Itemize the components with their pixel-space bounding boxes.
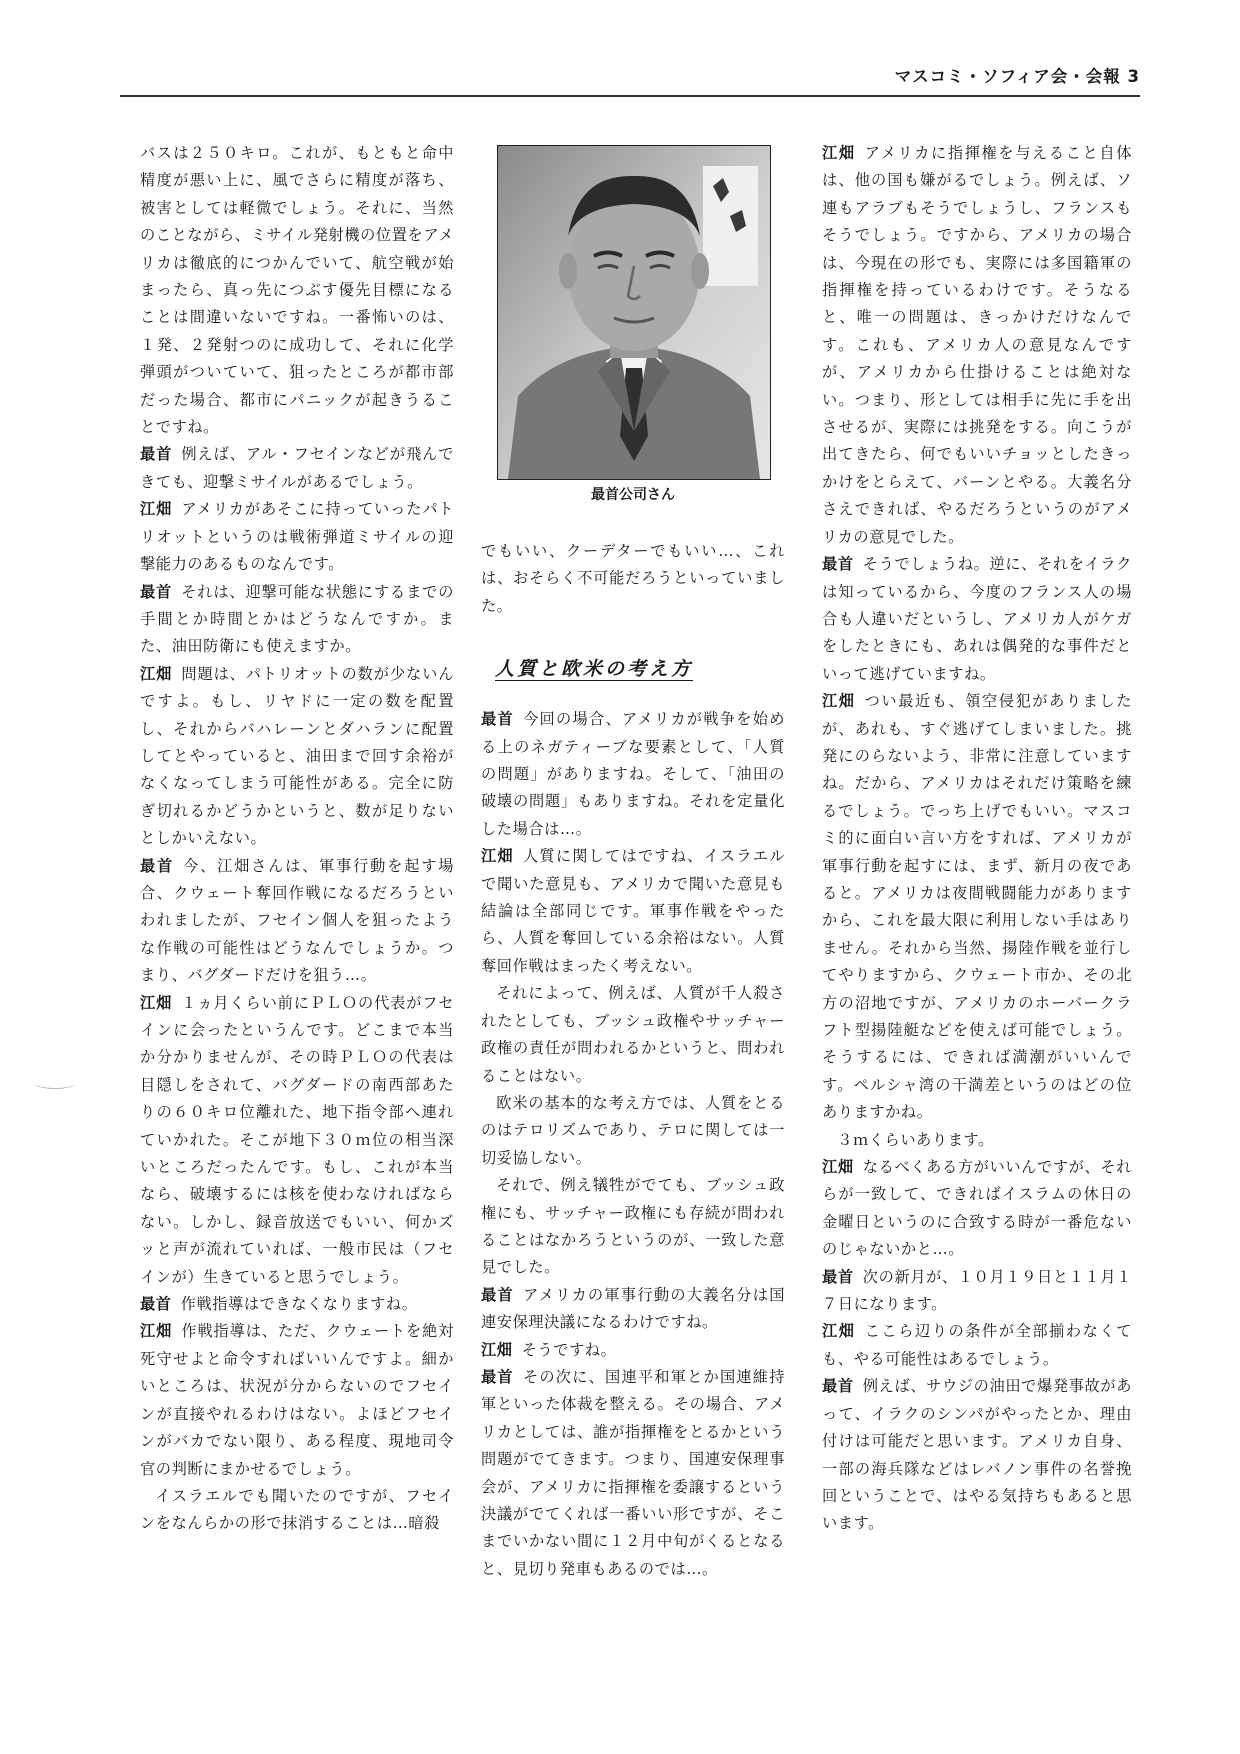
paragraph: でもいい、クーデターでもいい…、これは、おそらく不可能だろうといっていました。 — [481, 542, 785, 615]
paragraph: 江畑 １ヵ月くらい前にＰＬＯの代表がフセインに会ったというんです。どこまで本当か分かりませんが、その時ＰＬＯの代表は目隠しをされて、バグダードの南西部あたりの６０キロ位離れた、地下指令部へ連れていかれた。そこが地下３０ｍ位の相当深いところだったんです。もし、これが本当なら、破壊するには核を使わなければならない。しかし、録音放送でもいい、何かズッと声が流れていれば、一般市民は（フセインが）生きていると思うでしょう。 — [140, 993, 454, 1286]
paragraph: 最首 今回の場合、アメリカが戦争を始める上のネガティーブな要素として、「人質の問題」がありますね。そして、「油田の破壊の問題」もありますね。それを定量化した場合は…。 — [481, 710, 785, 838]
paragraph: 江畑 ここら辺りの条件が全部揃わなくても、やる可能性はあるでしょう。 — [822, 1322, 1132, 1368]
paragraph: 欧米の基本的な考え方では、人質をとるのはテロリズムであり、テロに関しては一切妥協しない。 — [481, 1093, 785, 1167]
speaker-label: 最首 — [140, 445, 173, 464]
speaker-label: 江畑 — [822, 1158, 854, 1177]
speaker-label: 江畑 — [140, 500, 173, 519]
paragraph: バスは２５０キロ。これが、もともと命中精度が悪い上に、風でさらに精度が落ち、被害としては軽微でしょう。それに、当然のことながら、ミサイル発射機の位置をアメリカは徹底的につかんでいて、航空戦が始まったら、真っ先につぶす優先目標になることは間違いないですね。一番怖いのは、１発、２発射つのに成功して、それに化学弾頭がついていて、狙ったところが都市部だった場合、都市にパニックが起きうることですね。 — [140, 144, 454, 437]
paragraph: 最首 例えば、アル・フセインなどが飛んできても、迎撃ミサイルがあるでしょう。 — [140, 445, 455, 491]
speaker-label: 最首 — [822, 1267, 854, 1286]
newsletter-title: マスコミ・ソフィア会・会報 3 — [894, 67, 1140, 86]
paragraph: 江畑 なるべくある方がいいんですが、それらが一致して、できればイスラムの休日の金曜日というのに合致する時が一番危ないのじゃないかと…。 — [822, 1158, 1133, 1259]
column-1 — [140, 140, 454, 1538]
paragraph: 最首 それは、迎撃可能な状態にするまでの手間とか時間とかはどうなんですか。また、油田防衛にも使えますか。 — [140, 582, 454, 656]
section-heading: 人質と欧米の考え方 — [495, 658, 694, 681]
portrait-photo — [497, 145, 771, 480]
speaker-label: 江畑 — [140, 993, 173, 1012]
paragraph: それによって、例えば、人質が千人殺されたとしても、ブッシュ政権やサッチャー政権の責任が問われるかというと、問われることはない。 — [481, 984, 785, 1085]
speaker-label: 江畑 — [822, 692, 856, 711]
paragraph: 最首 作戦指導はできなくなりますね。 — [140, 1295, 418, 1314]
paragraph: 最首 次の新月が、１０月１９日と１１月１７日になります。 — [822, 1267, 1133, 1314]
paragraph: 最首 その次に、国連平和軍とか国連維持軍といった体裁を整える。その場合、アメリカとしては、誰が指揮権をとるかという問題がでてきます。つまり、国連安保理事会が、アメリカに指揮権を委譲するという決議がでてくれば一番いい形ですが、そこまでいかない間に１２月中旬がくるとなると、見切り発車もあるのでは…。 — [481, 1367, 785, 1578]
speaker-label: 江畑 — [481, 847, 514, 866]
speaker-label: 江畑 — [140, 664, 173, 683]
paragraph: 江畑 アメリカに指揮権を与えること自体は、他の国も嫌がるでしょう。例えば、ソ連もアラブもそうでしょうし、フランスもそうでしょう。ですから、アメリカの場合は、今現在の形でも、実際には多国籍軍の指揮権を持っているわけです。そうなると、唯一の問題は、きっかけだけなんです。これも、アメリカ人の意見なんですが、アメリカから仕掛けることは絶対ない。つまり、形としては相手に先に手を出させるが、実際には挑発をする。向こうが出てきたら、何でもいいチョッとしたきっかけをとらえて、バーンとやる。大義名分さえできれば、やるだろうというのがアメリカの意見でした。 — [822, 144, 1132, 546]
paragraph: イスラエルでも聞いたのですが、フセインをなんらかの形で抹消することは…暗殺 — [140, 1486, 454, 1533]
scan-artifact — [35, 1078, 75, 1089]
speaker-label: 江畑 — [140, 1322, 173, 1341]
paragraph: 江畑 つい最近も、領空侵犯がありましたが、あれも、すぐ逃げてしまいました。挑発にのらないよう、非常に注意していますね。だから、アメリカはそれだけ策略を練るでしょう。でっち上げでもいい。マスコミ的に面白い言い方をすれば、アメリカが軍事行動を起すには、まず、新月の夜であると。アメリカは夜間戦闘能力がありますから、これを最大限に利用しない手はありません。それから当然、揚陸作戦を並行してやりますから、クウェート市か、その北方の沼地ですが、アメリカのホーバークラフト型揚陸艇などを使えば可能でしょう。そうするには、できれば満潮がいいんです。ペルシャ湾の干満差というのはどの位ありますかね。 — [822, 692, 1132, 1122]
column-3 — [822, 140, 1132, 1538]
speaker-label: 江畑 — [481, 1340, 513, 1359]
speaker-label: 最首 — [140, 1295, 172, 1314]
paragraph: 江畑 そうですね。 — [481, 1340, 617, 1359]
speaker-label: 最首 — [822, 555, 854, 574]
paragraph: ３ｍくらいあります。 — [837, 1130, 994, 1149]
page-header — [120, 55, 1140, 97]
speaker-label: 最首 — [481, 1285, 514, 1304]
photo-caption: 最首公司さん — [591, 487, 675, 503]
column-2 — [481, 538, 785, 1583]
portrait-illustration — [498, 146, 770, 479]
paragraph: 最首 そうでしょうね。逆に、それをイラクは知っているから、今度のフランス人の場合も人違いだというし、アメリカ人がケガをしたときにも、あれは偶発的な事件だといって逃げていますね。 — [822, 555, 1133, 683]
speaker-label: 最首 — [140, 856, 175, 875]
speaker-label: 最首 — [140, 582, 173, 601]
speaker-label: 江畑 — [822, 144, 856, 162]
paragraph: 最首 例えば、サウジの油田で爆発事故があって、イラクのシンパがやったとか、理由付けは可能だと思います。アメリカ自身、一部の海兵隊などはレバノン事件の名誉挽回ということで、はやる気持ちもあると思います。 — [822, 1377, 1133, 1533]
speaker-label: 最首 — [481, 710, 514, 729]
paragraph: 江畑 アメリカがあそこに持っていったパトリオットというのは戦術弾道ミサイルの迎撃能力のあるものなんです。 — [140, 500, 454, 574]
paragraph: 最首 アメリカの軍事行動の大義名分は国連安保理決議になるわけですね。 — [481, 1285, 785, 1332]
paragraph: 江畑 人質に関してはですね、イスラエルで聞いた意見も、アメリカで聞いた意見も結論は全部同じです。軍事作戦をやったら、人質を奪回している余裕はない。人質奪回作戦はまったく考えない。 — [481, 847, 785, 975]
paragraph: 最首 今、江畑さんは、軍事行動を起す場合、クウェート奪回作戦になるだろうといわれましたが、フセイン個人を狙ったような作戦の可能性はどうなんでしょうか。つまり、バグダードだけを狙う…。 — [140, 856, 454, 985]
speaker-label: 江畑 — [822, 1322, 856, 1341]
paragraph: 江畑 問題は、パトリオットの数が少ないんですよ。もし、リヤドに一定の数を配置し、それからバハレーンとダハランに配置してとやっていると、油田まで回す余裕がなくなってしまう可能性がある。完全に防ぎ切れるかどうかというと、数が足りないとしかいえない。 — [140, 664, 454, 848]
speaker-label: 最首 — [822, 1377, 854, 1396]
paragraph: 江畑 作戦指導は、ただ、クウェートを絶対死守せよと命令すればいいんですよ。細かいところは、状況が分からないのでフセインが直接やれるわけはない。よほどフセインがバカでない限り、ある程度、現地司令官の判断にまかせるでしょう。 — [140, 1322, 455, 1478]
speaker-label: 最首 — [481, 1367, 514, 1386]
paragraph: それで、例え犠牲がでても、ブッシュ政権にも、サッチャー政権にも存続が問われることはなかろうというのが、一致した意見でした。 — [481, 1176, 785, 1277]
